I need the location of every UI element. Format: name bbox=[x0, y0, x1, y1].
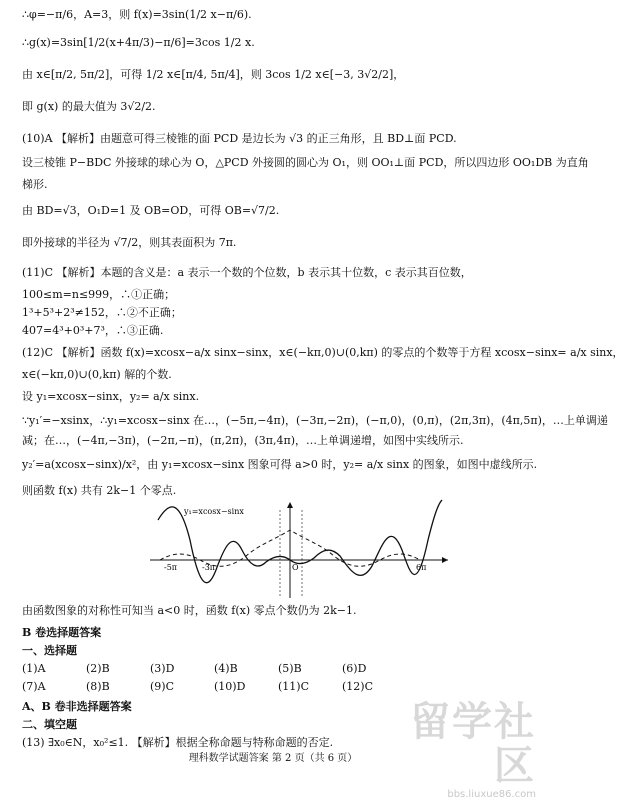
text-line: 则函数 f(x) 共有 2k−1 个零点. bbox=[22, 484, 177, 497]
answer-cell: (3)D bbox=[150, 662, 175, 675]
answer-cell: (6)D bbox=[342, 662, 367, 675]
text-line: 由 BD=√3，O₁D=1 及 OB=OD，可得 OB=√7/2. bbox=[22, 204, 280, 217]
answer-cell: (4)B bbox=[214, 662, 238, 675]
text-line: 即外接球的半径为 √7/2，则其表面积为 7π. bbox=[22, 236, 237, 249]
text-line: (11)C 【解析】本题的含义是：a 表示一个数的个位数，b 表示其十位数，c 表示其百位数， bbox=[22, 266, 472, 279]
section-heading: 二、填空题 bbox=[22, 718, 77, 731]
text-line: (12)C 【解析】函数 f(x)=xcosx−a/x sinx−sinx，x∈(−kπ,0)∪(0,kπ) 的零点的个数等于方程 xcosx−sinx= a/x sinx， bbox=[22, 346, 624, 359]
page-footer: 理科数学试题答案 第 2 页（共 6 页） bbox=[188, 753, 358, 764]
text-line: 由 x∈[π/2, 5π/2]，可得 1/2 x∈[π/4, 5π/4]，则 3cos 1/2 x∈[−3, 3√2/2]， bbox=[22, 68, 405, 81]
origin-label: O bbox=[292, 563, 299, 572]
section-heading: A、B 卷非选择题答案 bbox=[22, 700, 132, 713]
x-axis-arrow bbox=[442, 557, 448, 563]
text-line: 减；在…，(−4π,−3π)，(−2π,−π)，(π,2π)，(3π,4π)，…上单调递增，如图中实线所示. bbox=[22, 434, 464, 447]
answer-cell: (10)D bbox=[214, 680, 246, 693]
tick-label: 6π bbox=[416, 563, 427, 572]
y-axis-arrow bbox=[287, 502, 293, 508]
text-line: 1³+5³+2³≠152，∴②不正确； bbox=[22, 306, 182, 319]
answer-cell: (12)C bbox=[342, 680, 373, 693]
answer-cell: (11)C bbox=[278, 680, 309, 693]
text-line: x∈(−kπ,0)∪(0,kπ) 解的个数. bbox=[22, 368, 172, 381]
text-line: 407=4³+0³+7³，∴③正确. bbox=[22, 324, 164, 337]
watermark-url: bbs.liuxue86.com bbox=[447, 789, 536, 800]
section-heading: B 卷选择题答案 bbox=[22, 626, 102, 639]
watermark bbox=[386, 699, 536, 800]
answer-cell: (7)A bbox=[22, 680, 46, 693]
text-line: 100≤m=n≤999，∴①正确； bbox=[22, 288, 176, 301]
answer-row bbox=[22, 680, 522, 695]
text-line: (13) ∃x₀∈N，x₀²≤1. 【解析】根据全称命题与特称命题的否定. bbox=[22, 736, 334, 749]
text-line: ∴φ=−π/6，A=3，则 f(x)=3sin(1/2 x−π/6). bbox=[22, 8, 252, 21]
section-heading: 一、选择题 bbox=[22, 644, 77, 657]
answer-cell: (9)C bbox=[150, 680, 174, 693]
answer-cell: (5)B bbox=[278, 662, 302, 675]
text-line: (10)A 【解析】由题意可得三棱锥的面 PCD 是边长为 √3 的正三角形，且 BD⊥面 PCD. bbox=[22, 132, 457, 145]
text-line: 设 y₁=xcosx−sinx，y₂= a/x sinx. bbox=[22, 390, 200, 403]
answer-cell: (1)A bbox=[22, 662, 46, 675]
text-line: ∴g(x)=3sin[1/2(x+4π/3)−π/6]=3cos 1/2 x. bbox=[22, 36, 255, 49]
function-graph bbox=[150, 500, 450, 600]
text-line: 即 g(x) 的最大值为 3√2/2. bbox=[22, 100, 156, 113]
tick-label: -5π bbox=[164, 563, 178, 572]
text-line: 梯形. bbox=[22, 178, 48, 191]
text-line: y₂′=a(xcosx−sinx)/x²，由 y₁=xcosx−sinx 图象可得 a>0 时，y₂= a/x sinx 的图象，如图中虚线所示. bbox=[22, 458, 538, 471]
text-line: ∵y₁′=−xsinx，∴y₁=xcosx−sinx 在…，(−5π,−4π)，(−3π,−2π)，(−π,0)，(0,π)，(2π,3π)，(4π,5π)，…上单调递 bbox=[22, 414, 608, 427]
text-line: 设三棱锥 P−BDC 外接球的球心为 O，△PCD 外接圆的圆心为 O₁，则 OO₁⊥面 PCD，所以四边形 OO₁DB 为直角 bbox=[22, 156, 589, 169]
tick-label: -3π bbox=[202, 563, 216, 572]
answer-cell: (8)B bbox=[86, 680, 110, 693]
curve-label: y₁=xcosx−sinx bbox=[184, 507, 244, 516]
answer-cell: (2)B bbox=[86, 662, 110, 675]
answer-row bbox=[22, 662, 522, 677]
text-line: 由函数图象的对称性可知当 a<0 时，函数 f(x) 零点个数仍为 2k−1. bbox=[22, 604, 357, 617]
watermark-text: 留学社区 bbox=[410, 699, 536, 789]
